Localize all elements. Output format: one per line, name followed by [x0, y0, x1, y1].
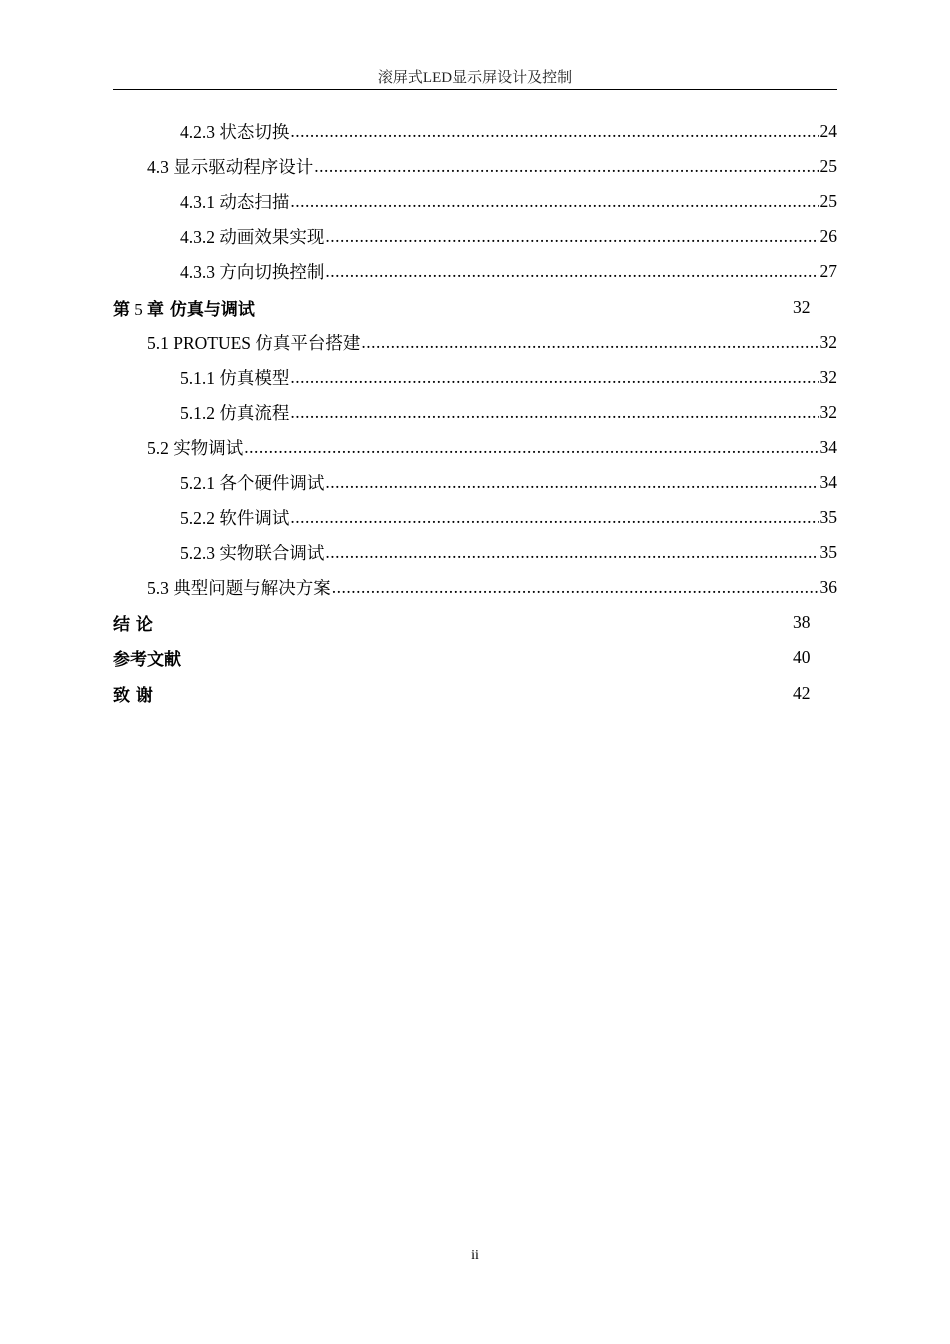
- toc-entry-label: 结 论: [113, 615, 153, 636]
- toc-entry-page: 27: [819, 261, 837, 282]
- toc-entry-label: 4.3.3 方向切换控制: [180, 262, 325, 283]
- toc-entry-label: 参考文献: [113, 650, 181, 671]
- toc-dot-leader: [290, 121, 818, 142]
- toc-entry-label: 5.2.2 软件调试: [180, 508, 290, 529]
- toc-entry[interactable]: [113, 676, 837, 711]
- toc-entry-label: 4.2.3 状态切换: [180, 122, 290, 143]
- toc-entry[interactable]: [113, 184, 837, 219]
- toc-entry-label: 5.1.1 仿真模型: [180, 367, 290, 388]
- toc-entry-label: 4.3 显示驱动程序设计: [147, 157, 314, 178]
- toc-entry-label: 5.2 实物调试: [147, 437, 244, 458]
- toc-entry[interactable]: [113, 219, 837, 254]
- toc-entry-page: 32: [819, 366, 837, 387]
- toc-entry-page: 26: [819, 226, 837, 247]
- toc-entry[interactable]: [113, 430, 837, 465]
- toc-chapter-title: 章 仿真与调试: [147, 299, 255, 320]
- toc-entry-label: 5.2.1 各个硬件调试: [180, 472, 325, 493]
- toc-entry-page: 25: [819, 191, 837, 212]
- toc-entry-label: 4.3.1 动态扫描: [180, 192, 290, 213]
- toc-entry-label: 5.2.3 实物联合调试: [180, 543, 325, 564]
- toc-dot-leader: [290, 507, 818, 528]
- toc-dot-leader: [325, 542, 818, 563]
- toc-entry[interactable]: [113, 395, 837, 430]
- toc-entry-label: 5.1 PROTUES 仿真平台搭建: [147, 332, 361, 353]
- header-rule: [113, 89, 837, 90]
- toc-entry-page: 40: [793, 647, 811, 668]
- toc-entry[interactable]: [113, 640, 837, 675]
- running-header: 滚屏式LED显示屏设计及控制: [377, 70, 573, 86]
- toc-entry[interactable]: [113, 114, 837, 149]
- toc-dot-leader: [290, 402, 818, 423]
- toc-entry-page: 34: [819, 471, 837, 492]
- toc-entry-label: 致 谢: [113, 685, 153, 706]
- toc-entry[interactable]: [113, 535, 837, 570]
- toc-entry-label: 5.1.2 仿真流程: [180, 402, 290, 423]
- toc-entry-page: 32: [819, 331, 837, 352]
- toc-entry-page: 25: [819, 156, 837, 177]
- toc-dot-leader: [290, 191, 818, 212]
- toc-entry[interactable]: [113, 254, 837, 289]
- toc-entry-page: 34: [819, 436, 837, 457]
- toc-entry-label: 5.3 典型问题与解决方案: [147, 578, 331, 599]
- toc-entry[interactable]: [113, 149, 837, 184]
- toc-entry-label: 4.3.2 动画效果实现: [180, 227, 325, 248]
- toc-dot-leader: [332, 577, 819, 598]
- toc-entry[interactable]: [113, 500, 837, 535]
- toc-entry-page: 35: [819, 507, 837, 528]
- toc-entry[interactable]: [113, 289, 837, 324]
- toc-chapter-prefix: 第: [113, 299, 130, 320]
- toc-chapter-number: 5: [130, 299, 147, 319]
- toc-entry[interactable]: [113, 360, 837, 395]
- toc-entry-page: 38: [793, 612, 811, 633]
- toc-entry-page: 36: [819, 577, 837, 598]
- toc-dot-leader: [325, 472, 818, 493]
- toc-dot-leader: [244, 437, 818, 458]
- toc-entry[interactable]: [113, 325, 837, 360]
- toc-dot-leader: [314, 156, 818, 177]
- toc-entry-label: [113, 295, 255, 320]
- toc-entry[interactable]: [113, 570, 837, 605]
- toc-entry-page: 35: [819, 542, 837, 563]
- toc-dot-leader: [325, 261, 818, 282]
- toc-entry-page: 32: [793, 296, 811, 317]
- toc-entry-page: 32: [819, 401, 837, 422]
- toc-dot-leader: [325, 226, 818, 247]
- page-number: ii: [471, 1248, 479, 1263]
- toc-entry[interactable]: [113, 465, 837, 500]
- toc-entry[interactable]: [113, 605, 837, 640]
- table-of-contents: [113, 114, 837, 711]
- toc-entry-page: 42: [793, 682, 811, 703]
- toc-dot-leader: [361, 332, 818, 353]
- toc-dot-leader: [290, 367, 818, 388]
- toc-entry-page: 24: [819, 121, 837, 142]
